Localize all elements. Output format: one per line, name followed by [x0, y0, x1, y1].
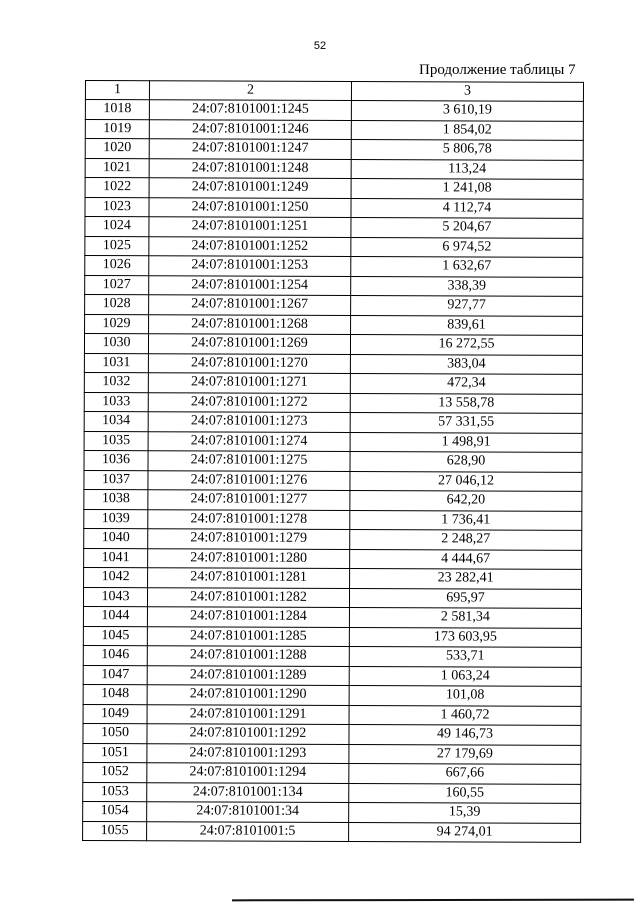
cadastral-number-cell: 24:07:8101001:1268: [149, 314, 351, 334]
value-cell: 57 331,55: [350, 413, 582, 433]
row-number-cell: 1030: [84, 334, 148, 354]
cadastral-number-cell: 24:07:8101001:1282: [147, 587, 349, 607]
table-row: [83, 645, 581, 666]
cadastral-number-cell: 24:07:8101001:1269: [148, 334, 350, 354]
table-row: [84, 548, 582, 569]
table-row: [85, 217, 583, 238]
cadastral-number-cell: 24:07:8101001:1291: [147, 704, 349, 724]
value-cell: 6 974,52: [351, 237, 583, 257]
table-row: [84, 334, 582, 355]
cadastral-number-cell: 24:07:8101001:34: [147, 802, 349, 822]
table-row: [85, 256, 583, 277]
cadastral-number-cell: 24:07:8101001:1290: [147, 685, 349, 705]
bottom-divider: [232, 899, 634, 902]
table-row: [85, 119, 583, 140]
row-number-cell: 1027: [85, 275, 149, 295]
row-number-cell: 1047: [83, 665, 147, 685]
value-cell: 160,55: [349, 783, 581, 803]
header-row: [85, 81, 583, 102]
table-row: [85, 295, 583, 316]
cadastral-number-cell: 24:07:8101001:1276: [148, 470, 350, 490]
cadastral-number-cell: 24:07:8101001:1248: [149, 158, 351, 178]
row-number-cell: 1038: [84, 489, 148, 509]
value-cell: 101,08: [349, 686, 581, 706]
table-row: [85, 275, 583, 296]
cadastral-number-cell: 24:07:8101001:1288: [147, 646, 349, 666]
table-row: [84, 509, 582, 530]
value-cell: 3 610,19: [351, 101, 583, 121]
row-number-cell: 1049: [83, 704, 147, 724]
table-row: [85, 178, 583, 199]
table-row: [84, 489, 582, 510]
value-cell: 2 248,27: [350, 530, 582, 550]
cadastral-number-cell: 24:07:8101001:1284: [147, 607, 349, 627]
table-row: [83, 665, 581, 686]
table-row: [83, 821, 581, 842]
table-row: [83, 606, 581, 627]
row-number-cell: 1034: [84, 411, 148, 431]
value-cell: 49 146,73: [349, 725, 581, 745]
cadastral-number-cell: 24:07:8101001:1250: [149, 197, 351, 217]
value-cell: 5 204,67: [351, 218, 583, 238]
table-row: [85, 100, 583, 121]
cadastral-number-cell: 24:07:8101001:1249: [149, 178, 351, 198]
column-header-cadastral: 2: [149, 81, 351, 101]
row-number-cell: 1040: [84, 528, 148, 548]
table-row: [84, 411, 582, 432]
row-number-cell: 1025: [85, 236, 149, 256]
table-row: [83, 704, 581, 725]
row-number-cell: 1032: [84, 372, 148, 392]
value-cell: 15,39: [349, 803, 581, 823]
table-row: [83, 801, 581, 822]
table-row: [84, 431, 582, 452]
value-cell: 4 112,74: [351, 198, 583, 218]
row-number-cell: 1052: [83, 762, 147, 782]
value-cell: 667,66: [349, 764, 581, 784]
value-cell: 695,97: [349, 588, 581, 608]
table-row: [84, 470, 582, 491]
row-number-cell: 1021: [85, 158, 149, 178]
row-number-cell: 1041: [84, 548, 148, 568]
cadastral-number-cell: 24:07:8101001:1253: [149, 256, 351, 276]
cadastral-number-cell: 24:07:8101001:1277: [148, 490, 350, 510]
cadastral-number-cell: 24:07:8101001:134: [147, 782, 349, 802]
cadastral-number-cell: 24:07:8101001:1267: [149, 295, 351, 315]
cadastral-number-cell: 24:07:8101001:1278: [148, 509, 350, 529]
table-row: [84, 372, 582, 393]
value-cell: 1 063,24: [349, 666, 581, 686]
value-cell: 338,39: [351, 276, 583, 296]
row-number-cell: 1042: [84, 567, 148, 587]
table-row: [85, 236, 583, 257]
value-cell: 16 272,55: [350, 335, 582, 355]
cadastral-number-cell: 24:07:8101001:1270: [148, 353, 350, 373]
value-cell: 5 806,78: [351, 140, 583, 160]
value-cell: 4 444,67: [350, 549, 582, 569]
row-number-cell: 1024: [85, 217, 149, 237]
value-cell: 1 736,41: [350, 510, 582, 530]
row-number-cell: 1051: [83, 743, 147, 763]
value-cell: 383,04: [350, 354, 582, 374]
row-number-cell: 1018: [85, 100, 149, 120]
value-cell: 1 632,67: [351, 257, 583, 277]
row-number-cell: 1023: [85, 197, 149, 217]
value-cell: 27 046,12: [350, 471, 582, 491]
row-number-cell: 1045: [83, 626, 147, 646]
cadastral-number-cell: 24:07:8101001:1292: [147, 724, 349, 744]
row-number-cell: 1050: [83, 723, 147, 743]
cadastral-number-cell: 24:07:8101001:1279: [148, 529, 350, 549]
row-number-cell: 1046: [83, 645, 147, 665]
cadastral-number-cell: 24:07:8101001:1246: [149, 119, 351, 139]
row-number-cell: 1055: [83, 821, 147, 841]
table-row: [83, 684, 581, 705]
table-row: [83, 743, 581, 764]
value-cell: 94 274,01: [349, 822, 581, 842]
value-cell: 472,34: [350, 374, 582, 394]
row-number-cell: 1031: [84, 353, 148, 373]
row-number-cell: 1035: [84, 431, 148, 451]
column-header-number: 1: [85, 81, 149, 100]
table-row: [83, 782, 581, 803]
cadastral-number-cell: 24:07:8101001:1293: [147, 743, 349, 763]
column-header-value: 3: [351, 82, 583, 102]
cadastral-number-cell: 24:07:8101001:1294: [147, 763, 349, 783]
cadastral-number-cell: 24:07:8101001:1273: [148, 412, 350, 432]
value-cell: 533,71: [349, 647, 581, 667]
row-number-cell: 1037: [84, 470, 148, 490]
table-row: [84, 353, 582, 374]
table-row: [84, 392, 582, 413]
value-cell: 173 603,95: [349, 627, 581, 647]
cadastral-number-cell: 24:07:8101001:1254: [149, 275, 351, 295]
row-number-cell: 1020: [85, 139, 149, 159]
table-body: [83, 100, 584, 843]
value-cell: 2 581,34: [349, 608, 581, 628]
row-number-cell: 1029: [85, 314, 149, 334]
table-row: [83, 762, 581, 783]
cadastral-number-cell: 24:07:8101001:1272: [148, 392, 350, 412]
row-number-cell: 1053: [83, 782, 147, 802]
table-row: [85, 314, 583, 335]
cadastral-number-cell: 24:07:8101001:1251: [149, 217, 351, 237]
value-cell: 927,77: [351, 296, 583, 316]
value-cell: 642,20: [350, 491, 582, 511]
row-number-cell: 1028: [85, 295, 149, 315]
value-cell: 1 241,08: [351, 179, 583, 199]
cadastral-number-cell: 24:07:8101001:1281: [148, 568, 350, 588]
table-row: [83, 723, 581, 744]
row-number-cell: 1019: [85, 119, 149, 139]
cadastral-number-cell: 24:07:8101001:1271: [148, 373, 350, 393]
cadastral-number-cell: 24:07:8101001:1275: [148, 451, 350, 471]
table-header: [85, 81, 583, 102]
value-cell: 839,61: [351, 315, 583, 335]
table-row: [84, 528, 582, 549]
row-number-cell: 1022: [85, 178, 149, 198]
table-row: [84, 567, 582, 588]
row-number-cell: 1048: [83, 684, 147, 704]
value-cell: 1 854,02: [351, 120, 583, 140]
table-caption: Продолжение таблицы 7: [419, 62, 576, 78]
value-cell: 27 179,69: [349, 744, 581, 764]
cadastral-number-cell: 24:07:8101001:1247: [149, 139, 351, 159]
cadastral-number-cell: 24:07:8101001:1252: [149, 236, 351, 256]
data-table: [82, 80, 584, 843]
page-number: 52: [313, 40, 327, 52]
row-number-cell: 1044: [83, 606, 147, 626]
table-row: [85, 139, 583, 160]
row-number-cell: 1043: [83, 587, 147, 607]
value-cell: 628,90: [350, 452, 582, 472]
cadastral-number-cell: 24:07:8101001:1245: [149, 100, 351, 120]
row-number-cell: 1054: [83, 801, 147, 821]
cadastral-number-cell: 24:07:8101001:5: [147, 821, 349, 841]
table-row: [83, 626, 581, 647]
value-cell: 1 498,91: [350, 432, 582, 452]
table-row: [85, 197, 583, 218]
value-cell: 13 558,78: [350, 393, 582, 413]
row-number-cell: 1036: [84, 450, 148, 470]
table-row: [84, 450, 582, 471]
value-cell: 23 282,41: [350, 569, 582, 589]
value-cell: 1 460,72: [349, 705, 581, 725]
row-number-cell: 1026: [85, 256, 149, 276]
row-number-cell: 1039: [84, 509, 148, 529]
cadastral-number-cell: 24:07:8101001:1289: [147, 665, 349, 685]
table-row: [83, 587, 581, 608]
cadastral-number-cell: 24:07:8101001:1285: [147, 626, 349, 646]
table-row: [85, 158, 583, 179]
row-number-cell: 1033: [84, 392, 148, 412]
value-cell: 113,24: [351, 159, 583, 179]
cadastral-number-cell: 24:07:8101001:1274: [148, 431, 350, 451]
cadastral-number-cell: 24:07:8101001:1280: [148, 548, 350, 568]
